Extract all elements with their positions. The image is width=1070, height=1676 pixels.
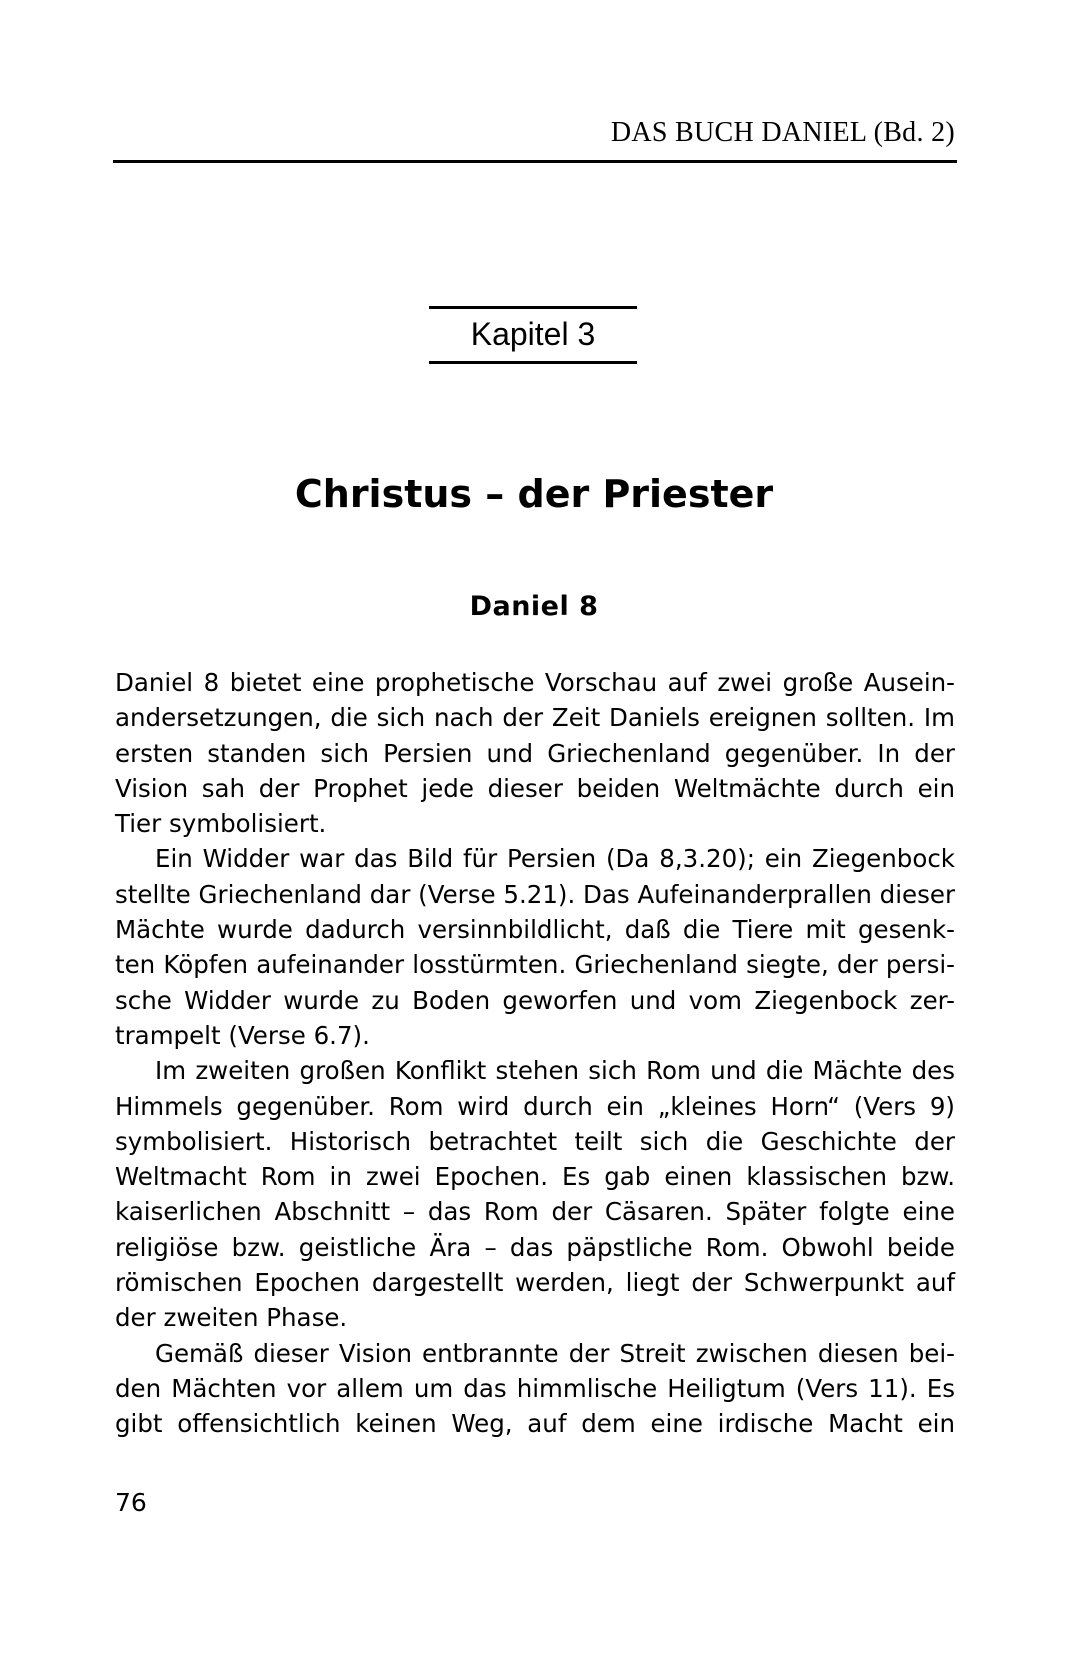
text-line: der zweiten Phase. xyxy=(115,1303,348,1333)
text-line: Ein Widder war das Bild für Persien (Da 8,3.20); ein Ziegenbock xyxy=(155,844,955,874)
text-line: Weltmacht Rom in zwei Epochen. Es gab einen klassischen bzw. xyxy=(115,1162,955,1192)
paragraph xyxy=(115,1053,955,1335)
text-line: den Mächten vor allem um das himmlische Heiligtum (Vers 11). Es xyxy=(115,1373,955,1403)
text-line: kaiserlichen Abschnitt – das Rom der Cäsaren. Später folgte eine xyxy=(115,1197,955,1227)
text-line: stellte Griechenland dar (Verse 5.21). Das Aufeinanderprallen dieser xyxy=(115,879,956,909)
text-line: Daniel 8 bietet eine prophetische Vorschau auf zwei große Ausein- xyxy=(115,668,955,697)
chapter-title: Christus – der Priester xyxy=(294,472,774,516)
text-line: religiöse bzw. geistliche Ära – das päpstliche Rom. Obwohl beide xyxy=(115,1232,955,1262)
text-line: andersetzungen, die sich nach der Zeit Daniels ereignen sollten. Im xyxy=(115,703,955,733)
text-line: ten Köpfen aufeinander losstürmten. Griechenland siegte, der persi- xyxy=(115,950,955,980)
paragraph xyxy=(115,841,955,1053)
section-title: Daniel 8 xyxy=(469,591,599,622)
body-text xyxy=(115,665,955,1442)
text-line: ersten standen sich Persien und Griechenland gegenüber. In der xyxy=(115,738,955,768)
text-line: Gemäß dieser Vision entbrannte der Streit zwischen diesen bei- xyxy=(155,1338,955,1368)
chapter-label: Kapitel 3 xyxy=(470,316,596,352)
text-line: Im zweiten großen Konflikt stehen sich Rom und die Mächte des xyxy=(155,1056,955,1086)
running-head: DAS BUCH DANIEL (Bd. 2) xyxy=(610,117,955,148)
text-line: römischen Epochen dargestellt werden, liegt der Schwerpunkt auf xyxy=(115,1268,955,1298)
page-number: 76 xyxy=(115,1488,147,1517)
paragraph xyxy=(115,1336,955,1442)
header-rule xyxy=(113,160,957,163)
text-line: gibt offensichtlich keinen Weg, auf dem eine irdische Macht ein xyxy=(115,1409,955,1439)
text-line: symbolisiert. Historisch betrachtet teilt sich die Geschichte der xyxy=(115,1126,955,1156)
text-line: sche Widder wurde zu Boden geworfen und vom Ziegenbock zer- xyxy=(115,985,955,1015)
text-line: Himmels gegenüber. Rom wird durch ein „kleines Horn“ (Vers 9) xyxy=(115,1091,955,1121)
paragraph xyxy=(115,665,955,841)
text-line: trampelt (Verse 6.7). xyxy=(115,1020,370,1050)
text-line: Tier symbolisiert. xyxy=(115,809,327,839)
chapter-heading xyxy=(429,306,637,364)
chapter-rule-bottom xyxy=(429,361,637,364)
text-line: Vision sah der Prophet jede dieser beiden Weltmächte durch ein xyxy=(115,773,955,803)
text-line: Mächte wurde dadurch versinnbildlicht, daß die Tiere mit gesenk- xyxy=(115,915,955,945)
